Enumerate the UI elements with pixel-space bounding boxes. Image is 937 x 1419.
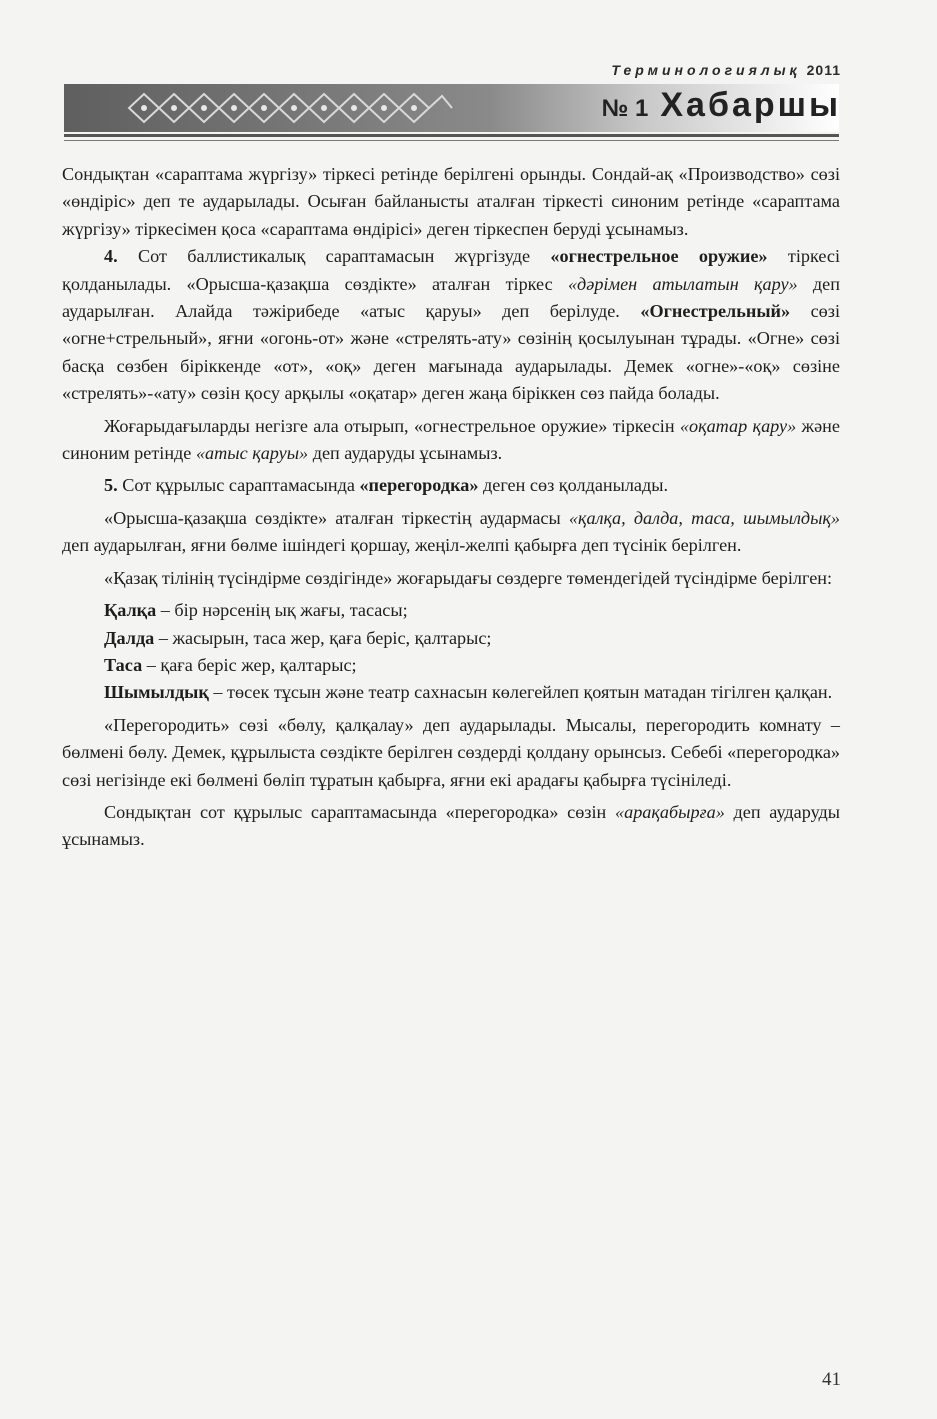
paragraph	[62, 505, 840, 560]
term-italic: «оқатар қару»	[679, 415, 797, 436]
text-run: деп аударуды ұсынамыз.	[62, 801, 840, 850]
paragraph	[62, 243, 840, 407]
journal-header	[611, 62, 841, 78]
definition-text: – қаға беріс жер, қалтарыс;	[142, 654, 357, 675]
ornament-pattern-icon	[124, 90, 454, 126]
header-rule	[64, 134, 839, 137]
definition-term: Қалқа	[104, 600, 157, 621]
article-body	[62, 161, 840, 854]
paragraph	[62, 413, 840, 468]
term-italic: «атыс қаруы»	[195, 443, 309, 464]
item-number: 4.	[104, 246, 118, 267]
text-run: деп аударылған. Алайда тәжірибеде «атыс қаруы» деп берілуде.	[62, 273, 840, 322]
text-run: және синоним ретінде	[62, 415, 840, 464]
issue-number: № 1	[601, 95, 649, 122]
definition-term: Шымылдық	[104, 682, 209, 703]
term-italic: «арақабырға»	[615, 801, 725, 822]
text-run: Сондықтан сот құрылыс сараптамасында «перегородка» сөзін	[104, 801, 615, 822]
term-bold: «огнестрельное оружие»	[550, 246, 768, 267]
term-italic: «қалқа, далда, таса, шымылдық»	[568, 507, 840, 528]
paragraph: «Қазақ тілінің түсіндірме сөздігінде» жоғарыдағы сөздерге төмендегідей түсіндірме берілген:	[104, 567, 833, 588]
text-run: деп аударуды ұсынамыз.	[308, 443, 503, 464]
paragraph: «Перегородить» сөзі «бөлу, қалқалау» деп аударылады. Мысалы, перегородить комнату – бөлмені бөлу. Демек, құрылыста сөздікте берілген сөздерді қолдану орынсыз. Себебі «перегородка» сөзі негізінде екі бөлмені бөліп тұратын қабырға, яғни екі арадағы қабырға түсініледі.	[62, 714, 840, 790]
definition-term: Таса	[104, 654, 143, 675]
definition-text: – бір нәрсенің ық жағы, тасасы;	[156, 600, 408, 621]
text-run: тіркесі қолданылады. «Орысша-қазақша сөздікте» аталған тіркес	[62, 246, 840, 294]
item-number: 5.	[104, 475, 118, 496]
definition-text: – төсек тұсын және театр сахнасын көлегейлеп қоятын матадан тігілген қалқан.	[208, 682, 833, 703]
journal-name: Терминологиялық	[611, 62, 801, 78]
text-run: «Орысша-қазақша сөздікте» аталған тіркестің аудармасы	[104, 507, 569, 528]
definition-term: Далда	[104, 627, 155, 648]
definition	[62, 652, 840, 679]
page-number: 41	[822, 1369, 841, 1390]
definition	[62, 597, 840, 624]
text-run: деп аударылған, яғни бөлме ішіндегі қоршау, жеңіл-желпі қабырға деп түсінік берілген.	[62, 535, 742, 556]
text-run: Жоғарыдағыларды негізге ала отырып, «огнестрельное оружие» тіркесін	[104, 415, 680, 436]
journal-year: 2011	[806, 62, 841, 78]
paragraph: Сондықтан «сараптама жүргізу» тіркесі ретінде берілгені орынды. Сондай-ақ «Производство» сөзі «өндіріс» деп те аударылады. Осыған байланысты аталған тіркесті синоним ретінде «сараптама жүргізу» тіркесімен қоса «сараптама өндірісі» деген тіркеспен беруді ұсынамыз.	[62, 164, 840, 239]
term-italic: «дәрімен атылатын қару»	[567, 273, 798, 294]
text-run: Сот құрылыс сараптамасында	[117, 475, 360, 496]
text-run: Сот баллистикалық сараптамасын жүргізуде	[117, 246, 551, 267]
paragraph	[62, 472, 840, 499]
text-run: сөзі «огне+стрельный», яғни «огонь-от» және «стрелять-ату» сөзінің қосылуынан тұрады. «Огне» сөзі басқа сөзбен біріккенде «от», «оқ» деген мағынада аударылады. Демек «огне»-«оқ» сөзіне «стрелять»-«ату» сөзін қосу арқылы «оқатар» деген жаңа біріккен сөз пайда болады.	[62, 301, 841, 404]
term-bold: «перегородка»	[359, 475, 479, 496]
term-bold: «Огнестрельный»	[640, 301, 791, 322]
definition-text: – жасырын, таса жер, қаға беріс, қалтарыс;	[154, 627, 492, 648]
paragraph	[62, 799, 840, 854]
definition	[62, 679, 840, 706]
definition	[62, 625, 840, 652]
header-rule-thin	[64, 140, 839, 141]
issue-block	[602, 86, 841, 125]
journal-title: Хабаршы	[660, 86, 841, 124]
text-run: деген сөз қолданылады.	[478, 475, 669, 496]
